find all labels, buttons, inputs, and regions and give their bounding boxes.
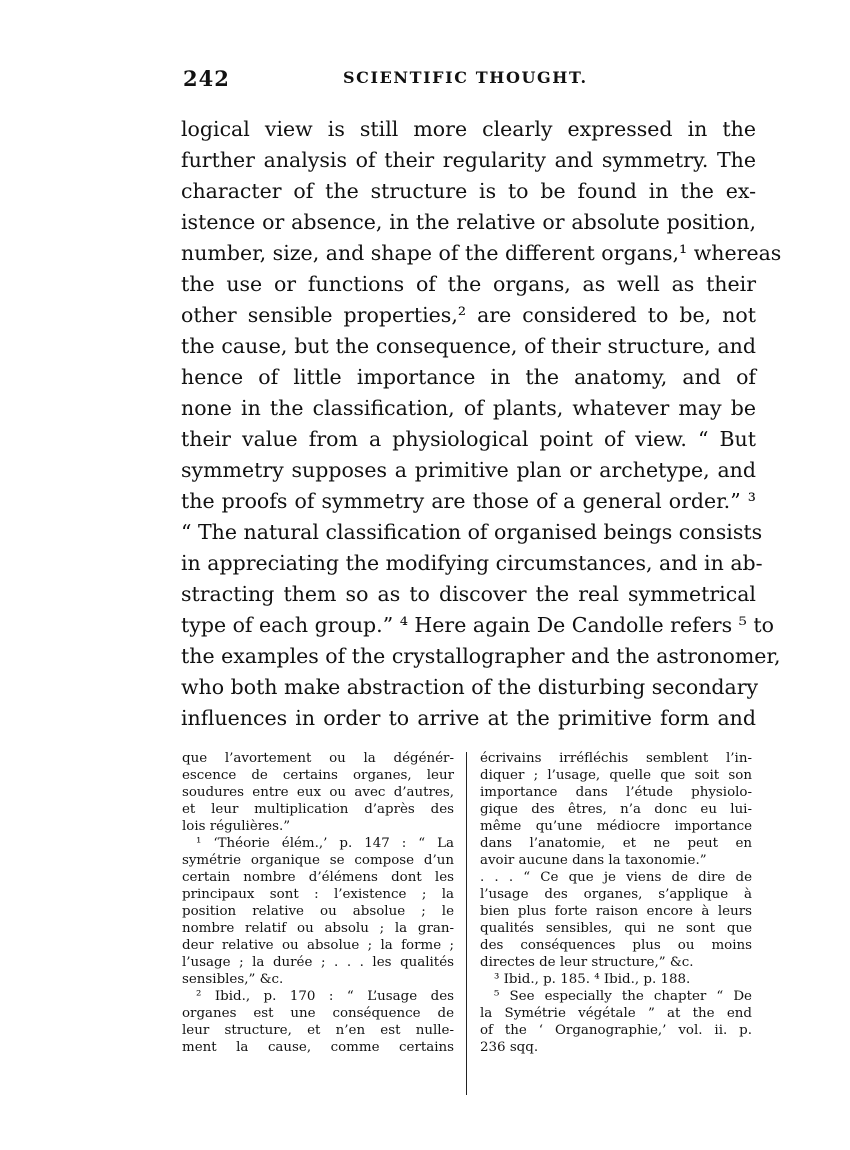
running-title: SCIENTIFIC THOUGHT.	[343, 68, 588, 87]
body-line: number, size, and shape of the different organs,¹ whereas	[181, 241, 782, 265]
footnote-line: sensibles,” &c.	[182, 972, 284, 987]
body-line: who both make abstraction of the disturbing secondary	[181, 675, 759, 699]
footnote-5-start: ⁵ See especially the chapter “ De	[494, 989, 752, 1004]
footnote-line: gique des êtres, n’a donc eu lui-	[480, 802, 752, 817]
footnote-line: importance dans l’étude physiolo-	[480, 785, 752, 800]
footnote-1-start: ¹ ‘Théorie élém.,’ p. 147 : “ La	[196, 836, 454, 851]
body-line: none in the classification, of plants, whatever may be	[181, 396, 756, 420]
footnote-line: lois régulières.”	[182, 819, 291, 834]
running-head	[183, 66, 755, 96]
footnote-line: l’usage des organes, s’applique à	[480, 887, 752, 902]
footnote-line: nombre relatif ou absolu ; la gran-	[182, 921, 454, 936]
footnote-line: certain nombre d’élémens dont les	[182, 870, 454, 885]
footnote-line: deur relative ou absolue ; la forme ;	[182, 938, 454, 953]
footnote-line: la Symétrie végétale ” at the end	[480, 1006, 752, 1021]
body-line: the cause, but the consequence, of their structure, and	[181, 334, 756, 358]
footnote-line: position relative ou absolue ; le	[182, 904, 454, 919]
body-line: further analysis of their regularity and symmetry. The	[181, 148, 756, 172]
body-line: other sensible properties,² are considered to be, not	[181, 303, 756, 327]
footnote-line: organes est une conséquence de	[182, 1006, 454, 1021]
body-line: symmetry supposes a primitive plan or archetype, and	[181, 458, 756, 482]
page-number: 242	[183, 66, 230, 91]
footnote-line: principaux sont : l’existence ; la	[182, 887, 454, 902]
body-line: hence of little importance in the anatomy, and of	[181, 365, 756, 389]
footnote-line: escence de certains organes, leur	[182, 768, 454, 783]
body-line: the examples of the crystallographer and the astronomer,	[181, 644, 781, 668]
footnote-line: qualités sensibles, qui ne sont que	[480, 921, 752, 936]
body-line: character of the structure is to be found in the ex-	[181, 179, 756, 203]
footnote-line: leur structure, et n’en est nulle-	[182, 1023, 454, 1038]
footnote-3-4: ³ Ibid., p. 185. ⁴ Ibid., p. 188.	[494, 972, 691, 987]
body-line: the use or functions of the organs, as well as their	[181, 272, 756, 296]
footnote-line: avoir aucune dans la taxonomie.”	[480, 853, 707, 868]
footnote-line: 236 sqq.	[480, 1040, 539, 1055]
footnote-line: l’usage ; la durée ; . . . les qualités	[182, 955, 454, 970]
body-line: istence or absence, in the relative or absolute position,	[181, 210, 756, 234]
footnote-line: écrivains irréfléchis semblent l’in-	[480, 751, 752, 766]
footnote-line: des conséquences plus ou moins	[480, 938, 752, 953]
body-line: in appreciating the modifying circumstances, and in ab-	[181, 551, 763, 575]
footnote-line: et leur multiplication d’après des	[182, 802, 454, 817]
footnote-line: diquer ; l’usage, quelle que soit son	[480, 768, 752, 783]
body-line: logical view is still more clearly expressed in the	[181, 117, 756, 141]
footnote-line: bien plus forte raison encore à leurs	[480, 904, 752, 919]
footnote-2-start: ² Ibid., p. 170 : “ L’usage des	[196, 989, 454, 1004]
footnote-column-rule	[466, 752, 467, 1095]
body-line: their value from a physiological point of view. “ But	[181, 427, 756, 451]
footnote-line: dans l’anatomie, et ne peut en	[480, 836, 752, 851]
body-line: the proofs of symmetry are those of a general order.” ³	[181, 489, 756, 513]
footnote-line: ment la cause, comme certains	[182, 1040, 454, 1055]
body-line: influences in order to arrive at the primitive form and	[181, 706, 756, 730]
footnote-line: même qu’une médiocre importance	[480, 819, 752, 834]
footnote-line: directes de leur structure,” &c.	[480, 955, 694, 970]
footnote-line: of the ‘ Organographie,’ vol. ii. p.	[480, 1023, 752, 1038]
body-line: “ The natural classification of organised beings consists	[181, 520, 763, 544]
body-line: type of each group.” ⁴ Here again De Candolle refers ⁵ to	[181, 613, 774, 637]
footnote-line: que l’avortement ou la dégénér-	[182, 751, 454, 766]
body-line: stracting them so as to discover the real symmetrical	[181, 582, 756, 606]
footnote-line: soudures entre eux ou avec d’autres,	[182, 785, 454, 800]
footnote-line: . . . “ Ce que je viens de dire de	[480, 870, 752, 885]
footnote-line: symétrie organique se compose d’un	[182, 853, 454, 868]
